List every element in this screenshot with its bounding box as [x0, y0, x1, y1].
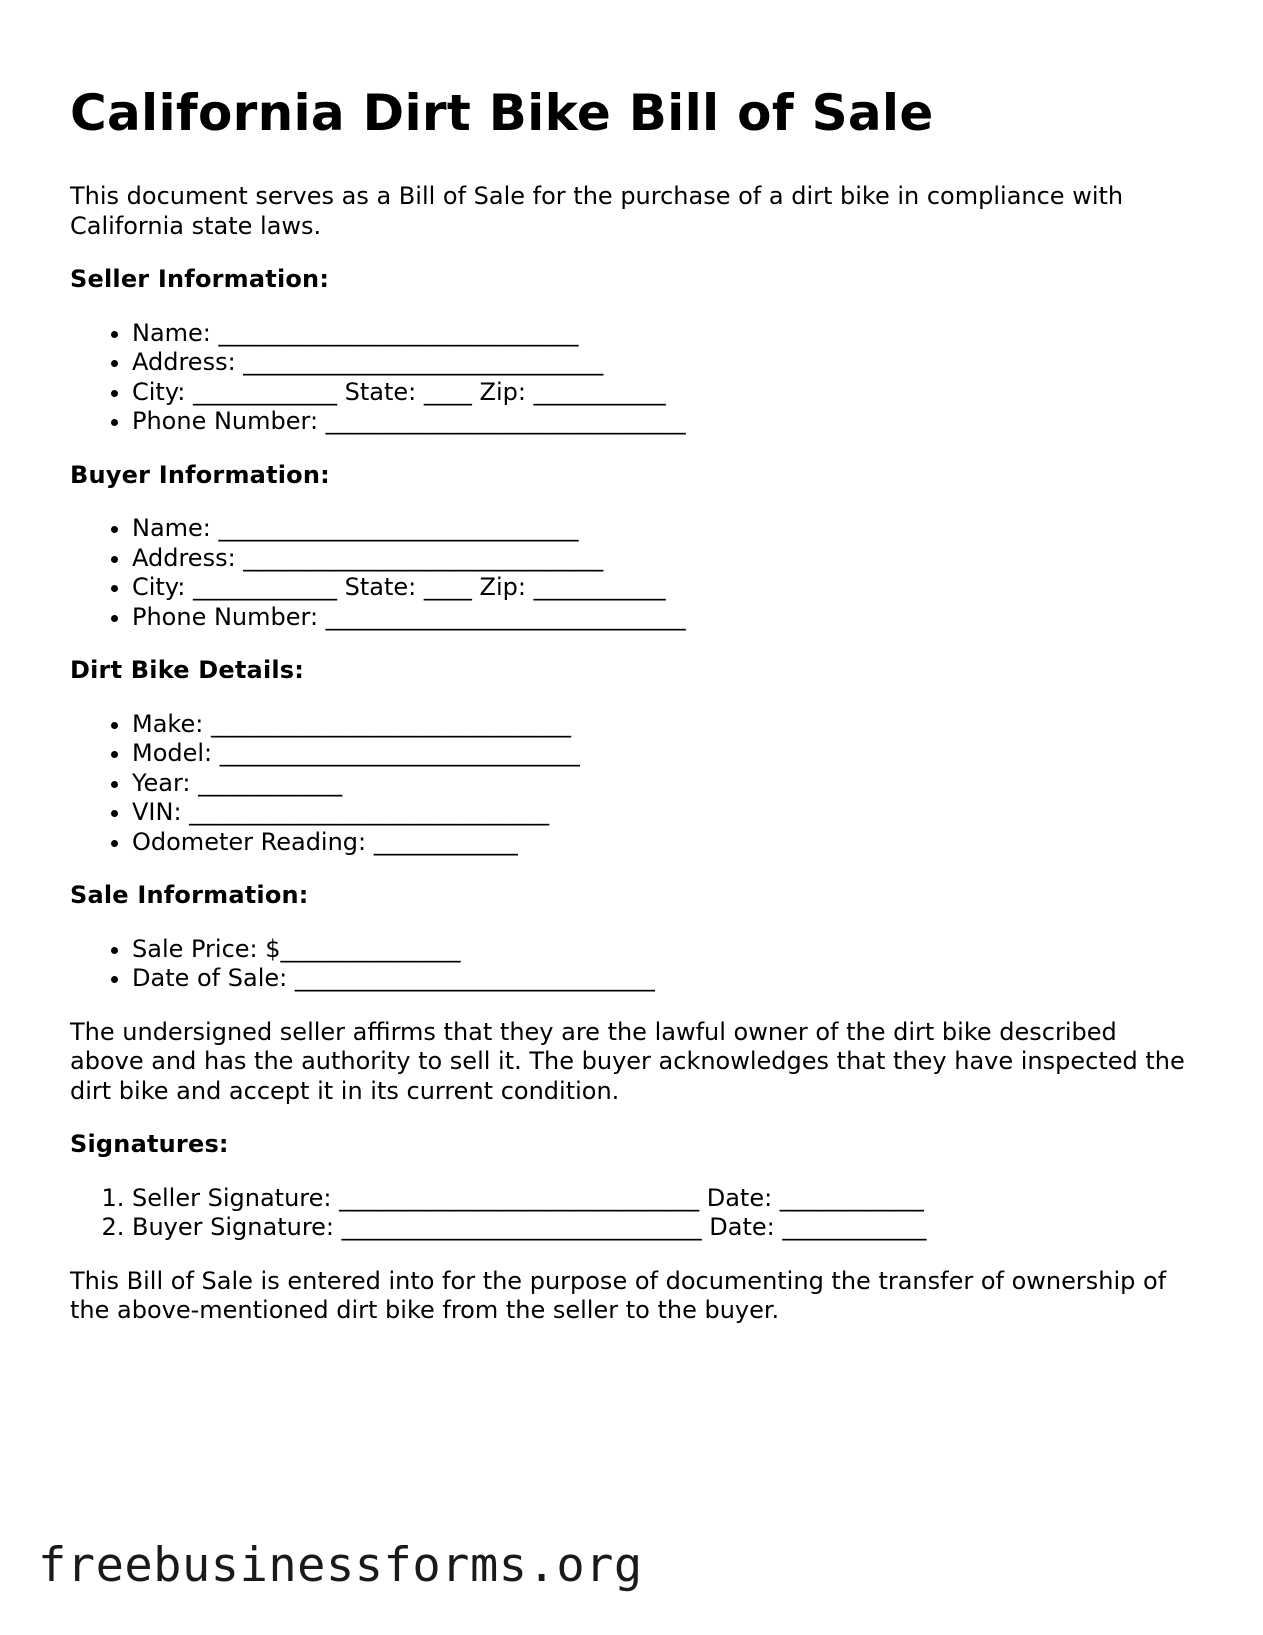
- buyer-signature-field: 2. Buyer Signature: ______________________________ Date: ____________: [132, 1213, 1190, 1243]
- sale-date-field: • Date of Sale: ______________________________: [132, 964, 1190, 994]
- seller-address-field: • Address: ______________________________: [132, 348, 1190, 378]
- sale-list: [70, 935, 1190, 994]
- closing-paragraph: This Bill of Sale is entered into for the purpose of documenting the transfer of ownership of the above-mentioned dirt bike from the seller to the buyer.: [70, 1266, 1167, 1324]
- document-title: California Dirt Bike Bill of Sale: [70, 84, 934, 142]
- bike-vin-field: • VIN: ______________________________: [132, 798, 1190, 828]
- seller-signature-field: 1. Seller Signature: ______________________________ Date: ____________: [132, 1184, 1190, 1214]
- buyer-city-state-zip-field: • City: ____________ State: ____ Zip: ___________: [132, 573, 1190, 603]
- affirmation-paragraph: The undersigned seller affirms that they are the lawful owner of the dirt bike described above and has the authority to sell it. The buyer acknowledges that they have inspected the dirt bike and accept it in its current condition.: [70, 1017, 1185, 1105]
- buyer-list: [70, 514, 1190, 632]
- seller-heading: Seller Information:: [70, 265, 330, 293]
- sale-heading: Sale Information:: [70, 881, 309, 909]
- footer-watermark: freebusinessforms.org: [38, 1538, 643, 1593]
- buyer-address-field: • Address: ______________________________: [132, 544, 1190, 574]
- signatures-list: [70, 1184, 1190, 1243]
- buyer-heading: Buyer Information:: [70, 460, 330, 489]
- bike-details-list: [70, 710, 1190, 858]
- bike-model-field: • Model: ______________________________: [132, 739, 1190, 769]
- seller-list: [70, 319, 1190, 437]
- sale-price-field: • Sale Price: $_______________: [132, 935, 1190, 965]
- seller-city-state-zip-field: • City: ____________ State: ____ Zip: ___________: [132, 378, 1190, 408]
- buyer-phone-field: • Phone Number: ______________________________: [132, 603, 1190, 633]
- intro-paragraph: This document serves as a Bill of Sale for the purchase of a dirt bike in compliance with California state laws.: [70, 182, 1124, 240]
- seller-name-field: • Name: ______________________________: [132, 319, 1190, 349]
- bike-details-heading: Dirt Bike Details:: [70, 656, 305, 684]
- signatures-heading: Signatures:: [70, 1130, 229, 1158]
- bike-make-field: • Make: ______________________________: [132, 710, 1190, 740]
- bike-year-field: • Year: ____________: [132, 769, 1190, 799]
- bike-odometer-field: • Odometer Reading: ____________: [132, 828, 1190, 858]
- buyer-name-field: • Name: ______________________________: [132, 514, 1190, 544]
- document-page: [70, 84, 1190, 1350]
- seller-phone-field: • Phone Number: ______________________________: [132, 407, 1190, 437]
